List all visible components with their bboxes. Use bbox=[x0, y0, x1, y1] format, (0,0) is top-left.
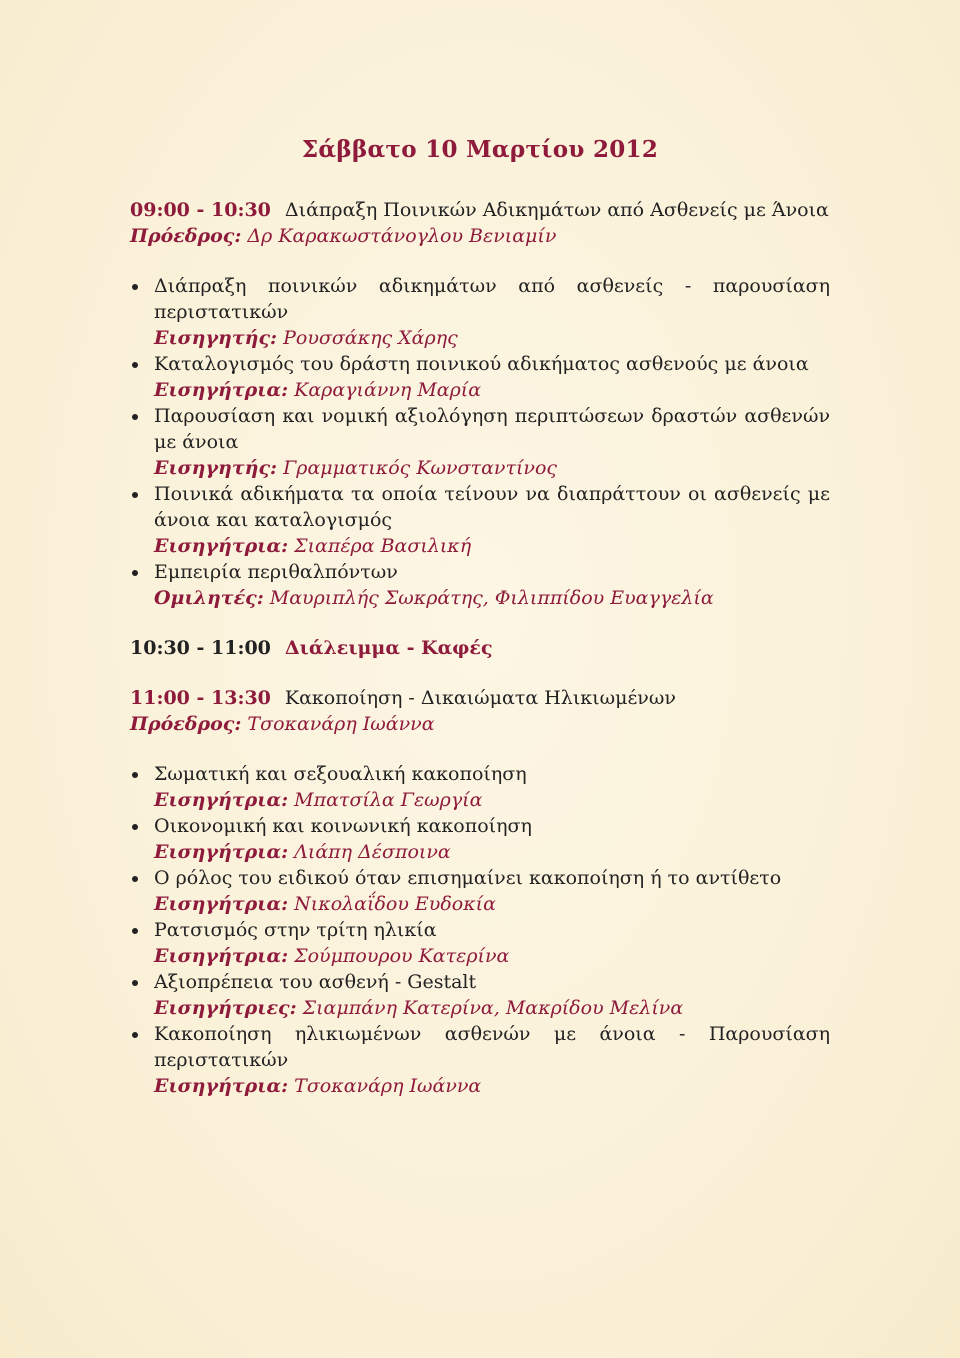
break-label: Διάλειμμα - Καφές bbox=[284, 637, 493, 659]
session-1-talks bbox=[130, 273, 830, 611]
program-page bbox=[130, 128, 830, 1099]
speaker-name: Μπατσίλα Γεωργία bbox=[294, 789, 483, 811]
talk-item bbox=[154, 813, 830, 865]
chair-label: Πρόεδρος: bbox=[130, 713, 242, 735]
speaker-name: Νικολαΐδου Ευδοκία bbox=[294, 893, 496, 915]
session-2-time: 11:00 - 13:30 bbox=[130, 687, 271, 709]
speaker-name: Σιαπέρα Βασιλική bbox=[294, 535, 472, 557]
speaker-role: Εισηγήτρια: bbox=[154, 535, 289, 557]
talk-title: Αξιοπρέπεια του ασθενή - Gestalt bbox=[154, 971, 477, 993]
talk-item bbox=[154, 917, 830, 969]
session-2-header bbox=[130, 685, 830, 711]
coffee-break bbox=[130, 635, 830, 661]
talk-item bbox=[154, 865, 830, 917]
session-1 bbox=[130, 197, 830, 249]
bullet-icon bbox=[132, 1032, 138, 1038]
talk-title: Ποινικά αδικήματα τα οποία τείνουν να διαπράττουν οι ασθενείς με άνοια και καταλογισμός bbox=[154, 483, 830, 531]
speaker-role: Εισηγήτρια: bbox=[154, 379, 289, 401]
talk-item bbox=[154, 761, 830, 813]
speaker-role: Εισηγήτριες: bbox=[154, 997, 297, 1019]
session-2-topic: Κακοποίηση - Δικαιώματα Ηλικιωμένων bbox=[284, 687, 676, 709]
bullet-icon bbox=[132, 362, 138, 368]
speaker-role: Εισηγήτρια: bbox=[154, 789, 289, 811]
session-1-topic: Διάπραξη Ποινικών Αδικημάτων από Ασθενείς με Άνοια bbox=[284, 199, 829, 221]
speaker-name: Γραμματικός Κωνσταντίνος bbox=[283, 457, 558, 479]
talk-item bbox=[154, 481, 830, 559]
bullet-icon bbox=[132, 980, 138, 986]
speaker-role: Εισηγητής: bbox=[154, 457, 278, 479]
talk-item bbox=[154, 969, 830, 1021]
bullet-icon bbox=[132, 772, 138, 778]
talk-title: Κακοποίηση ηλικιωμένων ασθενών με άνοια - Παρουσίαση περιστατικών bbox=[154, 1023, 830, 1071]
bullet-icon bbox=[132, 570, 138, 576]
speaker-name: Σούμπουρου Κατερίνα bbox=[294, 945, 510, 967]
page-title: Σάββατο 10 Μαρτίου 2012 bbox=[301, 136, 659, 163]
talk-item bbox=[154, 351, 830, 403]
talk-title: Σωματική και σεξουαλική κακοποίηση bbox=[154, 763, 527, 785]
speaker-name: Ρουσσάκης Χάρης bbox=[283, 327, 458, 349]
bullet-icon bbox=[132, 414, 138, 420]
speaker-role: Εισηγήτρια: bbox=[154, 1075, 289, 1097]
bullet-icon bbox=[132, 928, 138, 934]
talk-item bbox=[154, 273, 830, 351]
chair-label: Πρόεδρος: bbox=[130, 225, 242, 247]
session-2-talks bbox=[130, 761, 830, 1099]
speaker-role: Ομιλητές: bbox=[154, 587, 264, 609]
bullet-icon bbox=[132, 492, 138, 498]
session-1-time: 09:00 - 10:30 bbox=[130, 199, 271, 221]
break-time: 10:30 - 11:00 bbox=[130, 637, 271, 659]
chair-name: Τσοκανάρη Ιωάννα bbox=[247, 713, 435, 735]
talk-title: Παρουσίαση και νομική αξιολόγηση περιπτώσεων δραστών ασθενών με άνοια bbox=[154, 405, 830, 453]
session-2 bbox=[130, 685, 830, 737]
speaker-role: Εισηγητής: bbox=[154, 327, 278, 349]
session-1-chair bbox=[130, 223, 830, 249]
speaker-name: Λιάπη Δέσποινα bbox=[294, 841, 451, 863]
session-2-chair bbox=[130, 711, 830, 737]
speaker-name: Τσοκανάρη Ιωάννα bbox=[294, 1075, 482, 1097]
talk-item bbox=[154, 403, 830, 481]
speaker-role: Εισηγήτρια: bbox=[154, 841, 289, 863]
bullet-icon bbox=[132, 284, 138, 290]
bullet-icon bbox=[132, 824, 138, 830]
talk-title: Διάπραξη ποινικών αδικημάτων από ασθενείς - παρουσίαση περιστατικών bbox=[154, 275, 830, 323]
speaker-name: Μαυριπλής Σωκράτης, Φιλιππίδου Ευαγγελία bbox=[269, 587, 714, 609]
talk-title: Οικονομική και κοινωνική κακοποίηση bbox=[154, 815, 532, 837]
speaker-role: Εισηγήτρια: bbox=[154, 945, 289, 967]
talk-title: Εμπειρία περιθαλπόντων bbox=[154, 561, 398, 583]
speaker-role: Εισηγήτρια: bbox=[154, 893, 289, 915]
talk-title: Ρατσισμός στην τρίτη ηλικία bbox=[154, 919, 437, 941]
talk-title: Καταλογισμός του δράστη ποινικού αδικήματος ασθενούς με άνοια bbox=[154, 353, 809, 375]
talk-item bbox=[154, 559, 830, 611]
chair-name: Δρ Καρακωστάνογλου Βενιαμίν bbox=[247, 225, 557, 247]
talk-title: Ο ρόλος του ειδικού όταν επισημαίνει κακοποίηση ή το αντίθετο bbox=[154, 867, 782, 889]
speaker-name: Καραγιάννη Μαρία bbox=[294, 379, 482, 401]
bullet-icon bbox=[132, 876, 138, 882]
speaker-name: Σιαμπάνη Κατερίνα, Μακρίδου Μελίνα bbox=[302, 997, 684, 1019]
talk-item bbox=[154, 1021, 830, 1099]
session-1-header bbox=[130, 197, 830, 223]
